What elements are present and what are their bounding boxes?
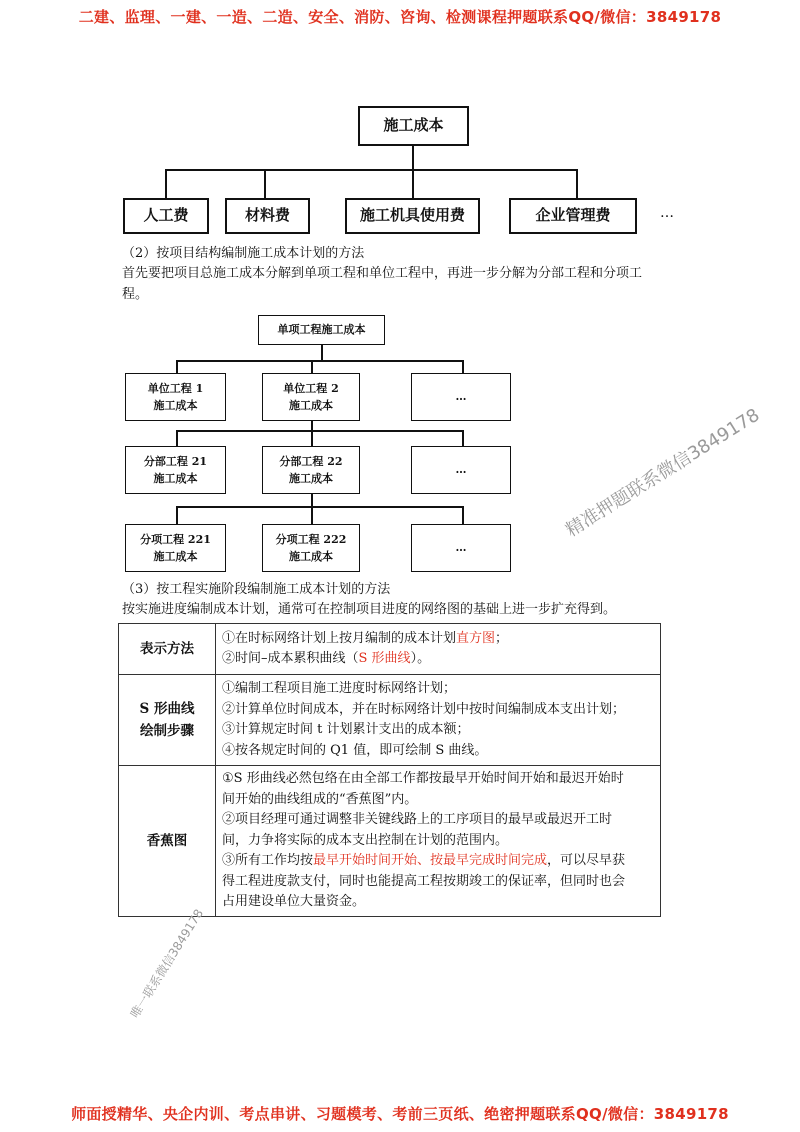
- text: ；: [495, 630, 509, 646]
- connector: [176, 430, 178, 447]
- division-sub: 施工成本: [153, 472, 198, 485]
- connector: [462, 430, 464, 447]
- division-box: [125, 446, 226, 494]
- unit-box: [262, 373, 360, 421]
- root-box: [358, 106, 469, 146]
- root-box: [258, 315, 385, 345]
- child-label: 材料费: [244, 206, 290, 225]
- ellipsis-label: …: [455, 463, 467, 477]
- content-line: 占用建设单位大量资金。: [222, 894, 366, 909]
- row-header: [119, 675, 216, 766]
- subdivision-box: [125, 524, 226, 572]
- child-box: [345, 198, 480, 234]
- row-content: [216, 624, 661, 675]
- child-box: [123, 198, 209, 234]
- ellipsis-label: …: [455, 541, 467, 555]
- connector: [165, 169, 167, 199]
- content-line: [222, 649, 654, 670]
- content-line: [222, 851, 654, 872]
- child-label: 人工费: [143, 206, 189, 225]
- subdivision-sub: 施工成本: [153, 550, 198, 563]
- ellipsis-box: [411, 373, 511, 421]
- content-line: ①编制工程项目施工进度时标网络计划；: [222, 681, 457, 696]
- ellipsis-box: [411, 446, 511, 494]
- connector: [176, 360, 178, 374]
- content-line: 间，力争将实际的成本支出控制在计划的范围内。: [222, 832, 509, 848]
- row-header: [119, 766, 216, 917]
- content-line: ②计算单位时间成本，并在时标网络计划中按时间编制成本支出计划；: [222, 701, 626, 717]
- subdivision-sub: 施工成本: [289, 550, 333, 563]
- text: ，可以尽早获: [547, 853, 626, 868]
- row-header-label: 香蕉图: [146, 832, 188, 849]
- connector: [176, 430, 463, 432]
- bottom-banner: 师面授精华、央企内训、考点串讲、习题模考、考前三页纸、绝密押题联系QQ/微信：3849178: [71, 1105, 729, 1123]
- connector: [176, 506, 178, 525]
- unit-name: 单位工程 1: [147, 381, 204, 395]
- subdivision-box: [262, 524, 360, 572]
- section3-line1: 按实施进度编制成本计划，通常可在控制项目进度的网络图的基础上进一步扩充得到。: [122, 602, 617, 617]
- content-line: 得工程进度款支付，同时也能提高工程按期竣工的保证率，但同时也会: [222, 873, 626, 889]
- row-header-label: S 形曲线: [139, 701, 195, 717]
- watermark: 精准押题联系微信3849178: [562, 404, 764, 542]
- table-row: [119, 766, 661, 917]
- division-name: 分部工程 22: [279, 454, 343, 468]
- section3-heading: （3）按工程实施阶段编制施工成本计划的方法: [122, 582, 391, 597]
- content-line: ②项目经理可通过调整非关键线路上的工序项目的最早或最迟开工时: [222, 812, 613, 827]
- child-label: 施工机具使用费: [359, 206, 465, 225]
- row-content: [216, 766, 661, 917]
- connector: [264, 169, 266, 199]
- child-label: 企业管理费: [535, 206, 611, 225]
- row-header-label: 表示方法: [140, 641, 194, 657]
- top-banner: 二建、监理、一建、一造、二造、安全、消防、咨询、检测课程押题联系QQ/微信：3849178: [78, 8, 722, 26]
- unit-box: [125, 373, 226, 421]
- connector: [462, 506, 464, 525]
- text: ③所有工作均按: [222, 853, 314, 868]
- connector: [412, 169, 414, 199]
- root-label: 施工成本: [383, 116, 444, 135]
- table-row: [119, 624, 661, 675]
- text: ）。: [410, 651, 431, 666]
- connector: [321, 345, 323, 361]
- highlight-text: 最早开始时间开始、按最早完成时间完成: [313, 853, 548, 868]
- division-box: [262, 446, 360, 494]
- ellipsis-box: [411, 524, 511, 572]
- ellipsis-label: …: [660, 205, 674, 221]
- connector: [576, 169, 578, 199]
- connector: [165, 169, 577, 171]
- content-line: 间开始的曲线组成的“香蕉图”内。: [222, 791, 418, 807]
- row-header-label: 绘制步骤: [140, 723, 194, 739]
- text: ①在时标网络计划上按月编制的成本计划: [222, 630, 457, 646]
- unit-sub: 施工成本: [153, 399, 198, 412]
- content-line: ①S 形曲线必然包络在由全部工作都按最早开始时间开始和最迟开始时: [222, 771, 624, 786]
- root-label: 单项工程施工成本: [277, 323, 366, 337]
- connector: [176, 506, 463, 508]
- section2-line2: 程。: [122, 287, 149, 302]
- connector: [176, 360, 463, 362]
- child-box: [509, 198, 637, 234]
- content-line: ③计算规定时间 t 计划累计支出的成本额；: [222, 722, 470, 737]
- connector: [311, 360, 313, 374]
- section2-line1: 首先要把项目总施工成本分解到单项工程和单位工程中，再进一步分解为分部工程和分项工: [122, 266, 643, 281]
- subdivision-name: 分项工程 222: [275, 532, 347, 546]
- division-sub: 施工成本: [289, 472, 333, 485]
- unit-name: 单位工程 2: [283, 381, 339, 395]
- row-header: [119, 624, 216, 675]
- content-line: [222, 629, 654, 650]
- division-name: 分部工程 21: [143, 454, 208, 468]
- ellipsis-label: …: [455, 390, 467, 404]
- child-box: [225, 198, 310, 234]
- cost-plan-table: [118, 623, 661, 917]
- unit-sub: 施工成本: [289, 399, 333, 412]
- connector: [462, 360, 464, 374]
- connector: [311, 506, 313, 525]
- subdivision-name: 分项工程 221: [140, 532, 211, 546]
- content-line: ④按各规定时间的 Q1 值，即可绘制 S 曲线。: [222, 742, 488, 758]
- text: ②时间–成本累积曲线（: [222, 651, 359, 666]
- section2-heading: （2）按项目结构编制施工成本计划的方法: [122, 246, 365, 261]
- table-row: [119, 675, 661, 766]
- highlight-text: S 形曲线: [358, 651, 411, 666]
- row-content: [216, 675, 661, 766]
- connector: [412, 146, 414, 170]
- highlight-text: 直方图: [456, 630, 496, 646]
- connector: [311, 430, 313, 447]
- watermark: 唯一联系微信3849178: [127, 906, 207, 1021]
